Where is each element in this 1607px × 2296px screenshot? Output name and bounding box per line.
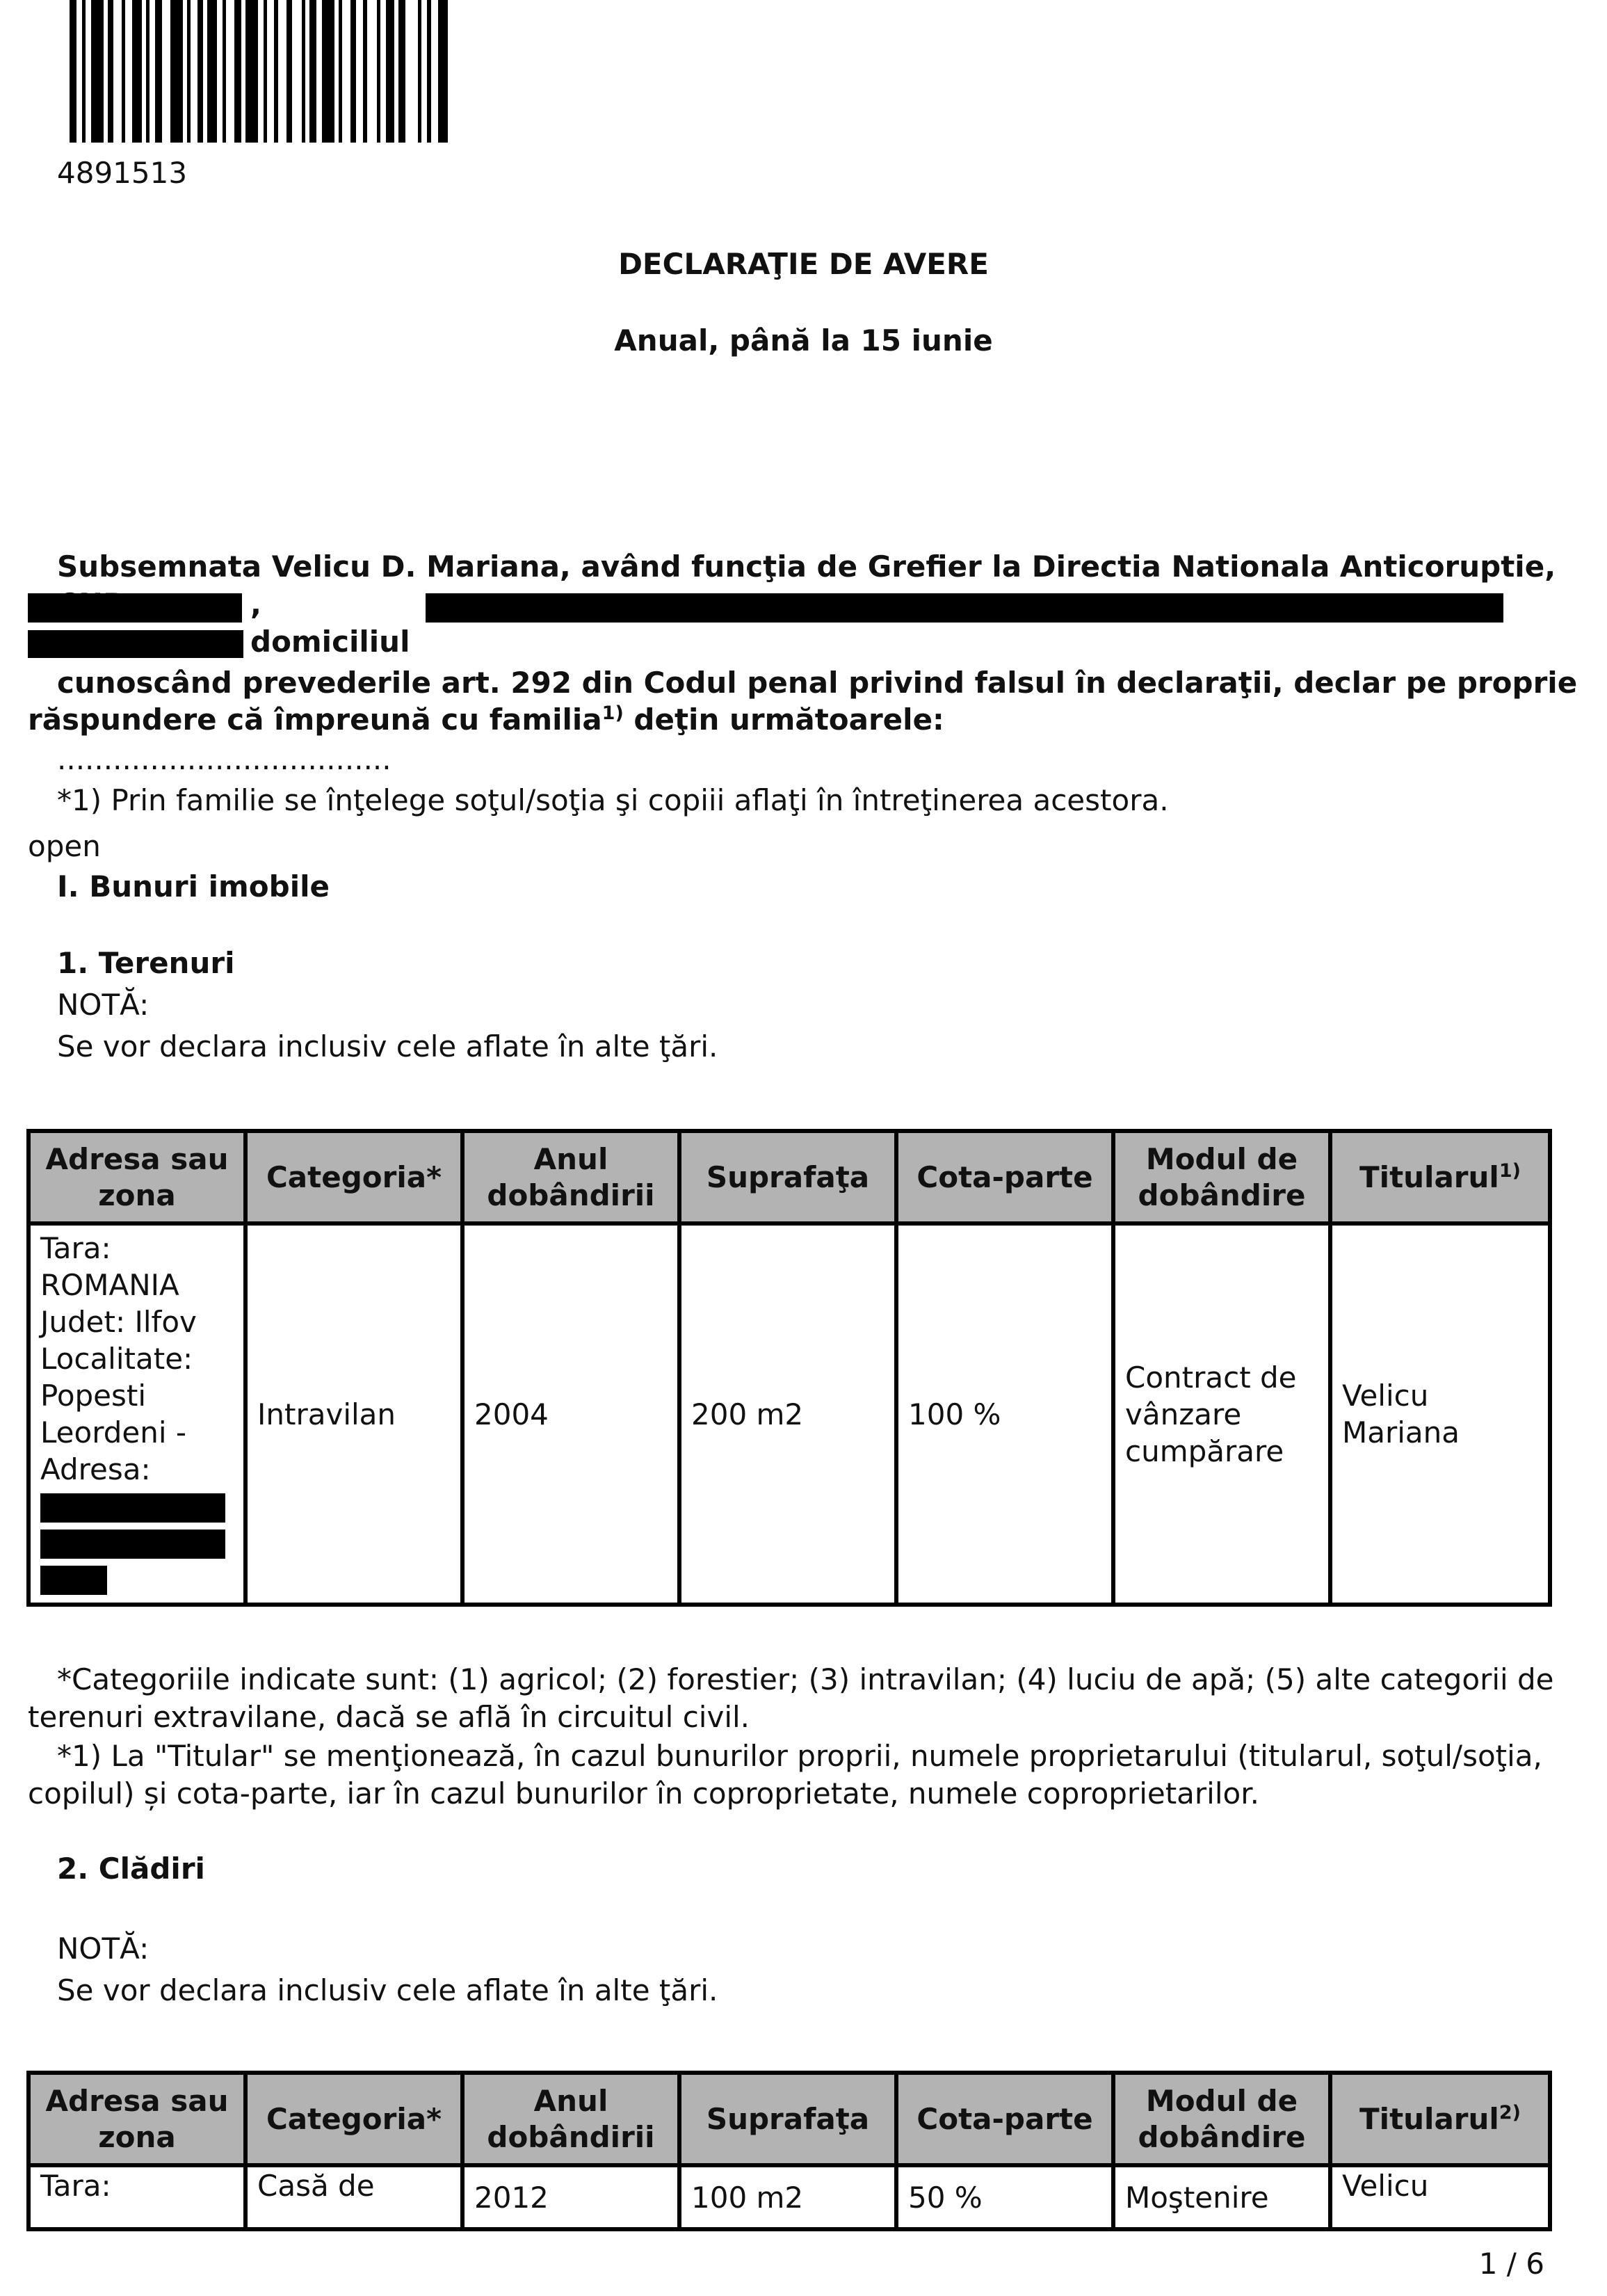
header-cota: Cota-parte	[896, 2073, 1113, 2165]
cell-modul: Contract de vânzare cumpărare	[1113, 1223, 1330, 1605]
address-adresa: Adresa:	[40, 1452, 151, 1486]
subsection-terenuri: 1. Terenuri	[57, 946, 235, 980]
barcode-bar	[363, 0, 367, 143]
address-popesti: Popesti	[40, 1379, 147, 1413]
header-titular-text: Titularul	[1359, 2101, 1499, 2136]
barcode-bar	[207, 0, 217, 143]
dotted-line: ....................................	[57, 742, 391, 776]
barcode-bar	[350, 0, 356, 143]
open-label: open	[28, 829, 101, 863]
cell-anul: 2012	[462, 2165, 679, 2229]
intro-domiciliu: , domiciliul	[250, 587, 410, 659]
table-header-row	[29, 2073, 1550, 2165]
cell-cota: 100 %	[896, 1223, 1113, 1605]
header-adresa: Adresa sau zona	[29, 2073, 245, 2165]
header-modul: Modul de dobândire	[1113, 2073, 1330, 2165]
barcode-bar	[322, 0, 334, 143]
cell-suprafata: 100 m2	[679, 2165, 896, 2229]
barcode-bar	[155, 0, 162, 143]
intro-line-3-text: răspundere că împreună cu familia	[28, 703, 602, 737]
barcode	[70, 0, 855, 143]
cell-categoria: Intravilan	[245, 1223, 462, 1605]
cell-suprafata: 200 m2	[679, 1223, 896, 1605]
barcode-bar	[197, 0, 203, 143]
barcode-bar	[309, 0, 316, 143]
cell-adresa: Tara:	[29, 2165, 245, 2229]
address-judet: Judet: Ilfov	[40, 1305, 197, 1339]
barcode-bar	[132, 0, 142, 143]
barcode-bar	[108, 0, 113, 143]
cladiri-table	[26, 2071, 1552, 2231]
section-title-imobile: I. Bunuri imobile	[57, 869, 330, 904]
redacted-land-address-2	[40, 1530, 225, 1559]
cell-modul: Moştenire	[1113, 2165, 1330, 2229]
barcode-bar	[70, 0, 76, 143]
barcode-bar	[418, 0, 421, 143]
cell-titular: Velicu	[1330, 2165, 1550, 2229]
header-anul: Anul dobândirii	[462, 2073, 679, 2165]
header-modul: Modul de dobândire	[1113, 1131, 1330, 1223]
address-tara: Tara:	[40, 1231, 111, 1265]
barcode-bar	[170, 0, 183, 143]
barcode-bar	[91, 0, 104, 143]
barcode-bar	[427, 0, 431, 143]
table-header-row	[29, 1131, 1550, 1223]
header-categoria: Categoria*	[245, 1131, 462, 1223]
redacted-address	[426, 593, 1503, 623]
cell-cota: 50 %	[896, 2165, 1113, 2229]
header-categoria: Categoria*	[245, 2073, 462, 2165]
header-adresa: Adresa sau zona	[29, 1131, 245, 1223]
barcode-bar	[264, 0, 267, 143]
document-title: DECLARAŢIE DE AVERE	[618, 247, 989, 281]
header-suprafata: Suprafaţa	[679, 1131, 896, 1223]
barcode-bar	[122, 0, 125, 143]
header-titular	[1330, 2073, 1550, 2165]
footnote-ref: 1)	[601, 703, 624, 724]
address-country: ROMANIA	[40, 1268, 179, 1302]
header-anul: Anul dobândirii	[462, 1131, 679, 1223]
cell-titular: Velicu Mariana	[1330, 1223, 1550, 1605]
redacted-cnp	[28, 593, 242, 623]
header-suprafata: Suprafaţa	[679, 2073, 896, 2165]
cell-anul: 2004	[462, 1223, 679, 1605]
page-number: 1 / 6	[1478, 2247, 1544, 2281]
redacted-address-2	[28, 630, 243, 658]
barcode-bar	[339, 0, 342, 143]
subsection-cladiri: 2. Clădiri	[57, 1852, 205, 1886]
header-titular-sup: 1)	[1499, 1159, 1521, 1182]
barcode-bar	[438, 0, 448, 143]
barcode-bar	[302, 0, 305, 143]
barcode-bar	[398, 0, 405, 143]
barcode-bar	[146, 0, 150, 143]
barcode-bar	[223, 0, 226, 143]
family-footnote: *1) Prin familie se înţelege soţul/soţia şi copiii aflaţi în întreţinerea acestora.	[57, 783, 1169, 817]
table-row	[29, 2165, 1550, 2229]
intro-line-3-end: deţin următoarele:	[623, 703, 944, 737]
barcode-bar	[82, 0, 86, 143]
table-row	[29, 1223, 1550, 1605]
nota-text-2: Se vor declara inclusiv cele aflate în alte ţări.	[57, 1973, 718, 2007]
intro-line-1: Subsemnata Velicu D. Mariana, având funcţia de Grefier la Directia Nationala Anticoruptie,	[57, 549, 1556, 584]
barcode-bar	[274, 0, 278, 143]
barcode-bar	[245, 0, 258, 143]
barcode-bar	[377, 0, 380, 143]
nota-label-2: NOTĂ:	[57, 1932, 150, 1966]
barcode-number: 4891513	[57, 156, 188, 190]
header-titular	[1330, 1131, 1550, 1223]
address-leordeni: Leordeni -	[40, 1415, 187, 1450]
intro-line-3	[28, 701, 1558, 739]
header-titular-sup: 2)	[1499, 2101, 1521, 2124]
terenuri-table	[26, 1129, 1552, 1607]
categorii-note: *Categoriile indicate sunt: (1) agricol; (2) forestier; (3) intravilan; (4) luciu de apă; (5) alte categorii de terenuri extravilane, dacă se află în circuitul civil.	[28, 1662, 1554, 1734]
barcode-bar	[386, 0, 394, 143]
titular-note: *1) La "Titular" se menţionează, în cazul bunurilor proprii, numele proprietarului (titularul, soţul/soţia, copilul) și cota-parte, iar în cazul bunurilor în coproprietate, numele coproprietarilor.	[28, 1739, 1542, 1811]
intro-line-2: cunoscând prevederile art. 292 din Codul penal privind falsul în declaraţii, declar pe proprie	[57, 666, 1578, 700]
address-localitate: Localitate:	[40, 1342, 193, 1376]
header-cota: Cota-parte	[896, 1131, 1113, 1223]
document-subtitle: Anual, până la 15 iunie	[614, 323, 993, 358]
cell-adresa	[29, 1223, 245, 1605]
header-titular-text: Titularul	[1359, 1159, 1499, 1194]
nota-label: NOTĂ:	[57, 988, 150, 1022]
cell-categoria: Casă de	[245, 2165, 462, 2229]
nota-text: Se vor declara inclusiv cele aflate în alte ţări.	[57, 1029, 718, 1063]
redacted-land-address-1	[40, 1493, 225, 1523]
redacted-land-address-3	[40, 1566, 107, 1595]
barcode-bar	[286, 0, 292, 143]
barcode-bar	[234, 0, 241, 143]
barcode-bar	[187, 0, 191, 143]
